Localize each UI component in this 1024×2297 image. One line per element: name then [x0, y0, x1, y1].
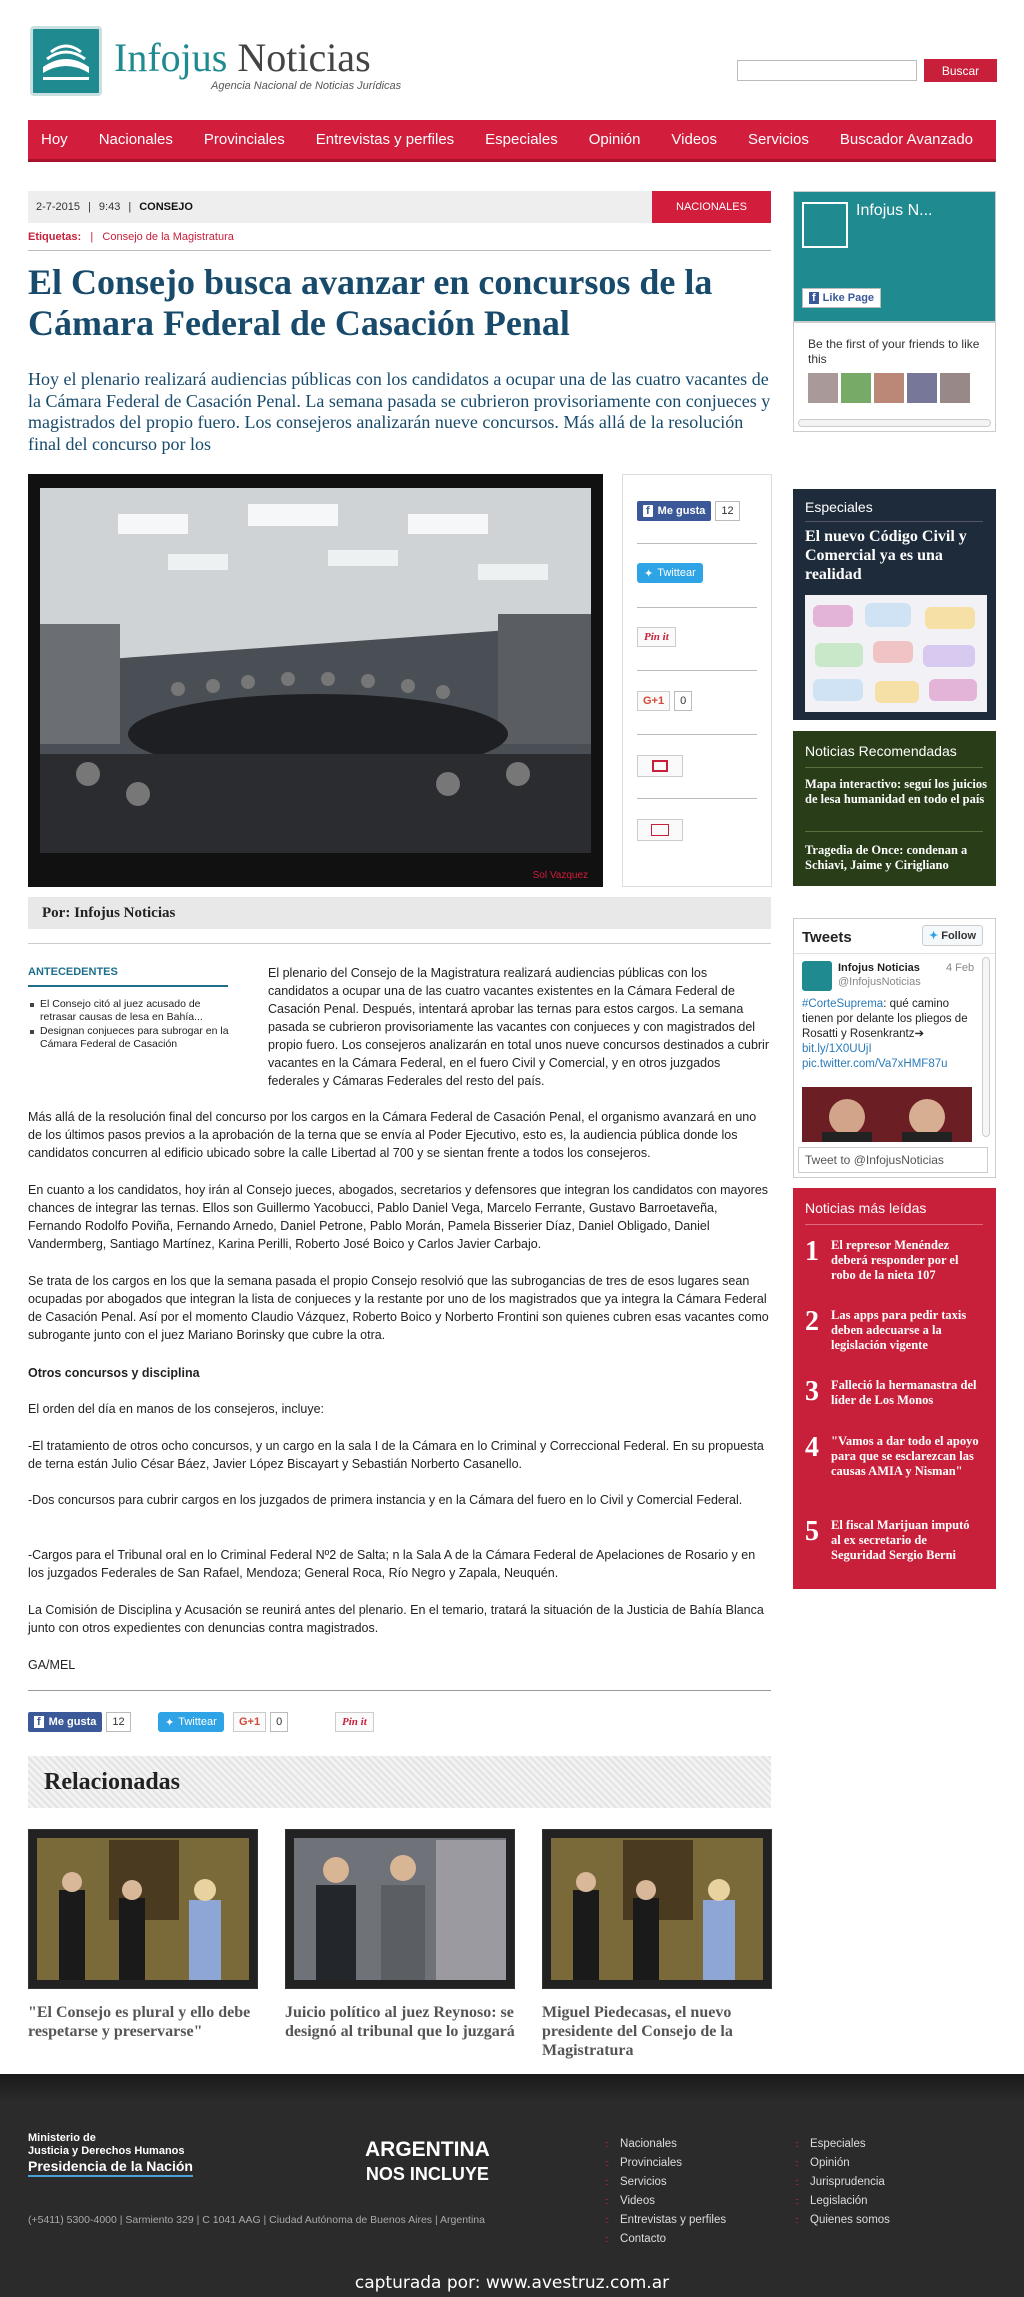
footer-link[interactable]: :: Videos [605, 2195, 655, 2207]
tag-link[interactable]: Consejo de la Magistratura [102, 231, 234, 243]
fb-like-button[interactable]: f Me gusta [637, 501, 711, 521]
article-paragraph: -Dos concursos para cubrir cargos en los juzgados de primera instancia y en la Cámara del fuero en lo Civil y Comercial Federal. [28, 1493, 743, 1507]
article-time: 9:43 [98, 201, 121, 213]
mas-leida-item[interactable]: 2 Las apps para pedir taxis deben adecuarse a la legislación vigente [805, 1306, 967, 1352]
article-paragraph: -Cargos para el Tribunal oral en lo Criminal Federal Nº2 de Salta; n la Sala A de la Cámara Federal de Apelaciones de Rosario y en los juzgados Federales de San Rafael, Mendoza; General Roca, Río Negro y Zapala, Neuquén. [28, 1548, 756, 1580]
footer-link[interactable]: :: Nacionales [605, 2138, 677, 2150]
article-section[interactable]: CONSEJO [139, 201, 193, 213]
especiales-title[interactable]: El nuevo Código Civil y Comercial ya es una realidad [805, 528, 967, 583]
tweet-handle: @InfojusNoticias [838, 976, 921, 988]
twitter-icon: ✦ [165, 1716, 175, 1729]
related-image[interactable] [542, 1829, 772, 1989]
tweet-link[interactable]: pic.twitter.com/Va7xHMF87u [802, 1058, 948, 1070]
especiales-image[interactable] [805, 595, 987, 712]
widget-scrollbar[interactable] [798, 419, 991, 427]
article-paragraph: El plenario del Consejo de la Magistratura realizará audiencias públicas con los candidatos a ocupar una de las cuatro vacantes existentes en la Cámara Federal de Casación Penal. Después, intentará aprobar las ternas para estos cargos. La semana pasada se cubrieron provisoriamente las vacantes con conjueces y con magistrados del propio fuero. Los consejeros analizarán en total unos nueve concursos destinados a cubrir vacantes en la Cámara Federal, en el fuero Civil y Comercial, y en otros juzgados federales y Cámaras Federales del resto del país. [268, 966, 770, 1088]
divider [28, 250, 771, 251]
related-title[interactable]: Juicio político al juez Reynoso: se designó al tribunal que lo juzgará [285, 2004, 515, 2040]
especiales-heading: Especiales [805, 499, 873, 515]
footer-link[interactable]: :: Contacto [605, 2233, 667, 2245]
brand-title[interactable]: Infojus Noticias [114, 35, 371, 80]
bottom-share-row [28, 1712, 131, 1732]
tweet-image[interactable] [802, 1087, 972, 1142]
friend-avatars [808, 373, 970, 403]
recomendada-link[interactable]: Tragedia de Once: condenan a Schiavi, Jaime y Cirigliano [805, 843, 968, 872]
article-lead: Hoy el plenario realizará audiencias públicas con los candidatos a ocupar una de las cuatro vacantes de la Cámara Federal de Casación Penal. La semana pasada se cubrieron provisoriamente con conjueces y magistrados del propio fuero. Los consejeros analizarán nueve concursos. Más allá de la resolución final del concurso por los [28, 369, 771, 454]
antecedente-link[interactable]: Designan conjueces para subrogar en la Cámara Federal de Casación [30, 1025, 230, 1051]
article-subhead: Otros concursos y disciplina [28, 1366, 200, 1380]
nav-hoy[interactable]: Hoy [41, 131, 68, 148]
divider [28, 1690, 771, 1691]
tweet-link[interactable]: bit.ly/1X0UUjI [802, 1043, 872, 1055]
twitter-icon: ✦ [929, 930, 939, 942]
tweets-scrollbar[interactable] [982, 957, 990, 1137]
article-date: 2-7-2015 [36, 201, 81, 213]
gplus-count: 0 [674, 691, 692, 711]
article-paragraph: El orden del día en manos de los consejeros, incluye: [28, 1402, 325, 1416]
related-photo [29, 1830, 257, 1988]
tweet-date[interactable]: 4 Feb [946, 962, 975, 974]
related-title[interactable]: Miguel Piedecasas, el nuevo presidente del Consejo de la Magistratura [542, 2004, 733, 2059]
argentina-logo[interactable]: ARGENTINA NOS INCLUYE [365, 2138, 490, 2184]
nav-nacionales[interactable]: Nacionales [98, 131, 173, 148]
gplus-button[interactable]: G+1 [233, 1712, 266, 1732]
tweet-hashtag[interactable]: #CorteSuprema [802, 998, 884, 1010]
article-paragraph: Más allá de la resolución final del concurso por los cargos en la Cámara Federal de Casación Penal, el organismo avanzará en uno de los últimos pasos previos a la aprobación de la terna que se envía al Poder Ejecutivo, esto es, la audiencia pública donde los candidatos concurren al edificio ubicado sobre la calle Libertad al 700 y se sientan frente a todos los consejeros. [28, 1110, 757, 1160]
mas-leida-item[interactable]: 5 El fiscal Marijuan imputó al ex secretario de Seguridad Sergio Berni [805, 1516, 970, 1562]
fb-like-button[interactable]: f Me gusta [28, 1712, 102, 1732]
mas-leidas-heading: Noticias más leídas [805, 1200, 927, 1216]
footer-shadow [0, 2074, 1024, 2102]
article-meta: 2-7-2015 | 9:43 | CONSEJO [28, 191, 771, 223]
nav-entrevistas[interactable]: Entrevistas y perfiles [315, 131, 455, 148]
follow-button[interactable]: ✦ Follow [922, 925, 983, 946]
footer-links-a [605, 2138, 726, 2252]
main-nav [28, 120, 996, 162]
related-photo [543, 1830, 771, 1988]
nav-provinciales[interactable]: Provinciales [203, 131, 285, 148]
recomendadas-heading: Noticias Recomendadas [805, 743, 957, 759]
facebook-icon: f [643, 505, 653, 517]
article-title: El Consejo busca avanzar en concursos de la Cámara Federal de Casación Penal [28, 262, 713, 343]
divider [28, 985, 228, 987]
mas-leida-item[interactable]: 1 El represor Menéndez deberá responder por el robo de la nieta 107 [805, 1236, 959, 1282]
antecedente-link[interactable]: El Consejo citó al juez acusado de retrasar causas de lesa en Bahía... [30, 998, 230, 1024]
tweets-heading: Tweets [802, 929, 852, 946]
tweet-photo [802, 1087, 972, 1142]
twitter-icon: ✦ [644, 567, 654, 580]
recomendadas-box [793, 731, 996, 886]
footer-link[interactable]: :: Jurisprudencia [795, 2176, 885, 2188]
gplus-button[interactable]: G+1 [637, 691, 670, 711]
article-signature: GA/MEL [28, 1658, 76, 1672]
photo-credit: Sol Vazquez [532, 870, 588, 881]
share-column [622, 474, 772, 887]
search-input[interactable] [737, 60, 917, 81]
brand-subtitle: Agencia Nacional de Noticias Jurídicas [211, 80, 402, 92]
fb-page-name: Infojus N... [856, 202, 933, 219]
page-avatar [802, 202, 848, 248]
nav-buscador[interactable]: Buscador Avanzado [839, 131, 974, 148]
nav-servicios[interactable]: Servicios [748, 131, 809, 148]
pin-it-button[interactable]: Pin it [335, 1712, 374, 1732]
article-paragraph: Se trata de los cargos en los que la semana pasada el propio Consejo resolvió que las subrogancias de tres de esos lugares sean ocupadas por abogados que integran la lista de conjueces y la restante por uno de los magistrados que ya integra la Cámara Federal de Casación Penal. Así por el momento Claudio Vázquez, Roberto Boico y Norberto Frontini son quienes cubren esas vacantes como subrogante junto con el juez Mariano Borinsky que cubre la otra. [28, 1274, 769, 1342]
tweet-avatar[interactable] [802, 961, 832, 991]
related-photo [286, 1830, 514, 1988]
gplus-count: 0 [270, 1712, 288, 1732]
facebook-icon: f [34, 1716, 44, 1728]
nav-opinion[interactable]: Opinión [588, 131, 641, 148]
tweet-button[interactable]: ✦ Twittear [158, 1712, 224, 1732]
illustration [805, 595, 987, 712]
recomendada-link[interactable]: Mapa interactivo: seguí los juicios de lesa humanidad en todo el país [805, 777, 987, 806]
mas-leidas-box [793, 1188, 996, 1589]
footer-link[interactable]: :: Especiales [795, 2138, 866, 2150]
article-photo [28, 474, 603, 887]
fb-like-count: 12 [106, 1712, 130, 1732]
footer-link[interactable]: :: Servicios [605, 2176, 667, 2188]
envelope-icon [651, 824, 669, 836]
site-logo[interactable] [30, 26, 102, 96]
nav-videos[interactable]: Videos [671, 131, 718, 148]
fb-like-count: 12 [715, 501, 739, 521]
tweet-body: #CorteSuprema: qué camino tienen por delante los pliegos de Rosatti y Rosenkrantz➔ bit.ly/1X0UUjI pic.twitter.com/Va7xHMF87u [802, 998, 968, 1070]
related-title[interactable]: "El Consejo es plural y ello debe respetarse y preservarse" [28, 2004, 251, 2040]
antecedentes-heading: ANTECEDENTES [28, 966, 118, 978]
tweets-widget [793, 918, 996, 1178]
email-button[interactable] [637, 819, 683, 841]
especiales-box[interactable] [793, 489, 996, 720]
mas-leida-item[interactable]: 3 Falleció la hermanastra del líder de Los Monos [805, 1376, 977, 1407]
fb-friends-text: Be the first of your friends to like this [808, 337, 980, 366]
tags-row: Etiquetas: | Consejo de la Magistratura [28, 231, 234, 243]
meeting-room-image [28, 474, 603, 887]
related-image[interactable] [285, 1829, 515, 1989]
book-logo-icon [33, 29, 99, 93]
pin-it-button[interactable]: Pin it [637, 627, 676, 647]
divider [28, 943, 771, 944]
footer-link[interactable]: :: Legislación [795, 2195, 868, 2207]
facebook-page-widget[interactable] [793, 191, 996, 322]
capture-credit: capturada por: www.avestruz.com.ar [354, 2273, 670, 2293]
footer-links-b [795, 2138, 890, 2233]
footer-link[interactable]: :: Opinión [795, 2157, 850, 2169]
footer-link[interactable]: :: Provinciales [605, 2157, 683, 2169]
footer-address: (+5411) 5300-4000 | Sarmiento 329 | C 1041 AAG | Ciudad Autónoma de Buenos Aires | Argentina [28, 2214, 485, 2226]
tweet-button[interactable]: ✦ Twittear [637, 563, 703, 583]
nav-especiales[interactable]: Especiales [485, 131, 558, 148]
article-paragraph: -El tratamiento de otros ocho concursos, y un cargo en la sala I de la Cámara en lo Criminal y Correccional Federal. En su propuesta de terna están Julio César Báez, Javier López Biscayart y Sebastián Norberto Casanello. [28, 1439, 764, 1471]
tweet-user[interactable]: Infojus Noticias [838, 962, 920, 974]
category-tag[interactable]: NACIONALES [652, 191, 771, 223]
facebook-icon: f [809, 292, 819, 304]
antecedentes-list [30, 998, 230, 1052]
article-paragraph: En cuanto a los candidatos, hoy irán al Consejo jueces, abogados, secretarios y defensores que integran los candidatos con mayores chances de integrar las ternas. Ellos son Guillermo Yacobucci, Pablo Daniel Vega, Marcelo Ferrante, Gustavo Barroetaveña, Fernando Rodolfo Poviña, Fernando Arnedo, Daniel Petrone, Pablo Morán, Pamela Bisserier Díaz, Daniel Obligado, Daniel Vandermberg, Santiago Martínez, Karina Perilli, Roberto José Boico y Carlos Javier Carbajo. [28, 1183, 769, 1251]
related-heading: Relacionadas [28, 1756, 771, 1808]
article-paragraph: La Comisión de Disciplina y Acusación se reunirá antes del plenario. En el temario, tratará la situación de la Justicia de Bahía Blanca junto con otros expedientes con denuncias contra magistrados. [28, 1603, 764, 1635]
printer-icon [652, 760, 668, 772]
search-button[interactable]: Buscar [924, 59, 997, 82]
related-image[interactable] [28, 1829, 258, 1989]
byline: Por: Infojus Noticias [28, 897, 771, 929]
tweet-to-input[interactable]: Tweet to @InfojusNoticias [798, 1147, 988, 1173]
mas-leida-item[interactable]: 4 "Vamos a dar todo el apoyo para que se esclarezcan las causas AMIA y Nisman" [805, 1432, 979, 1478]
print-button[interactable] [637, 755, 683, 777]
footer-link[interactable]: :: Quienes somos [795, 2214, 890, 2226]
ministry-logo[interactable]: Ministerio de Justicia y Derechos Humanos Presidencia de la Nación [28, 2132, 193, 2177]
facebook-friends-box [793, 322, 996, 432]
fb-like-page-button[interactable]: f Like Page [802, 288, 881, 308]
footer-link[interactable]: :: Entrevistas y perfiles [605, 2214, 727, 2226]
